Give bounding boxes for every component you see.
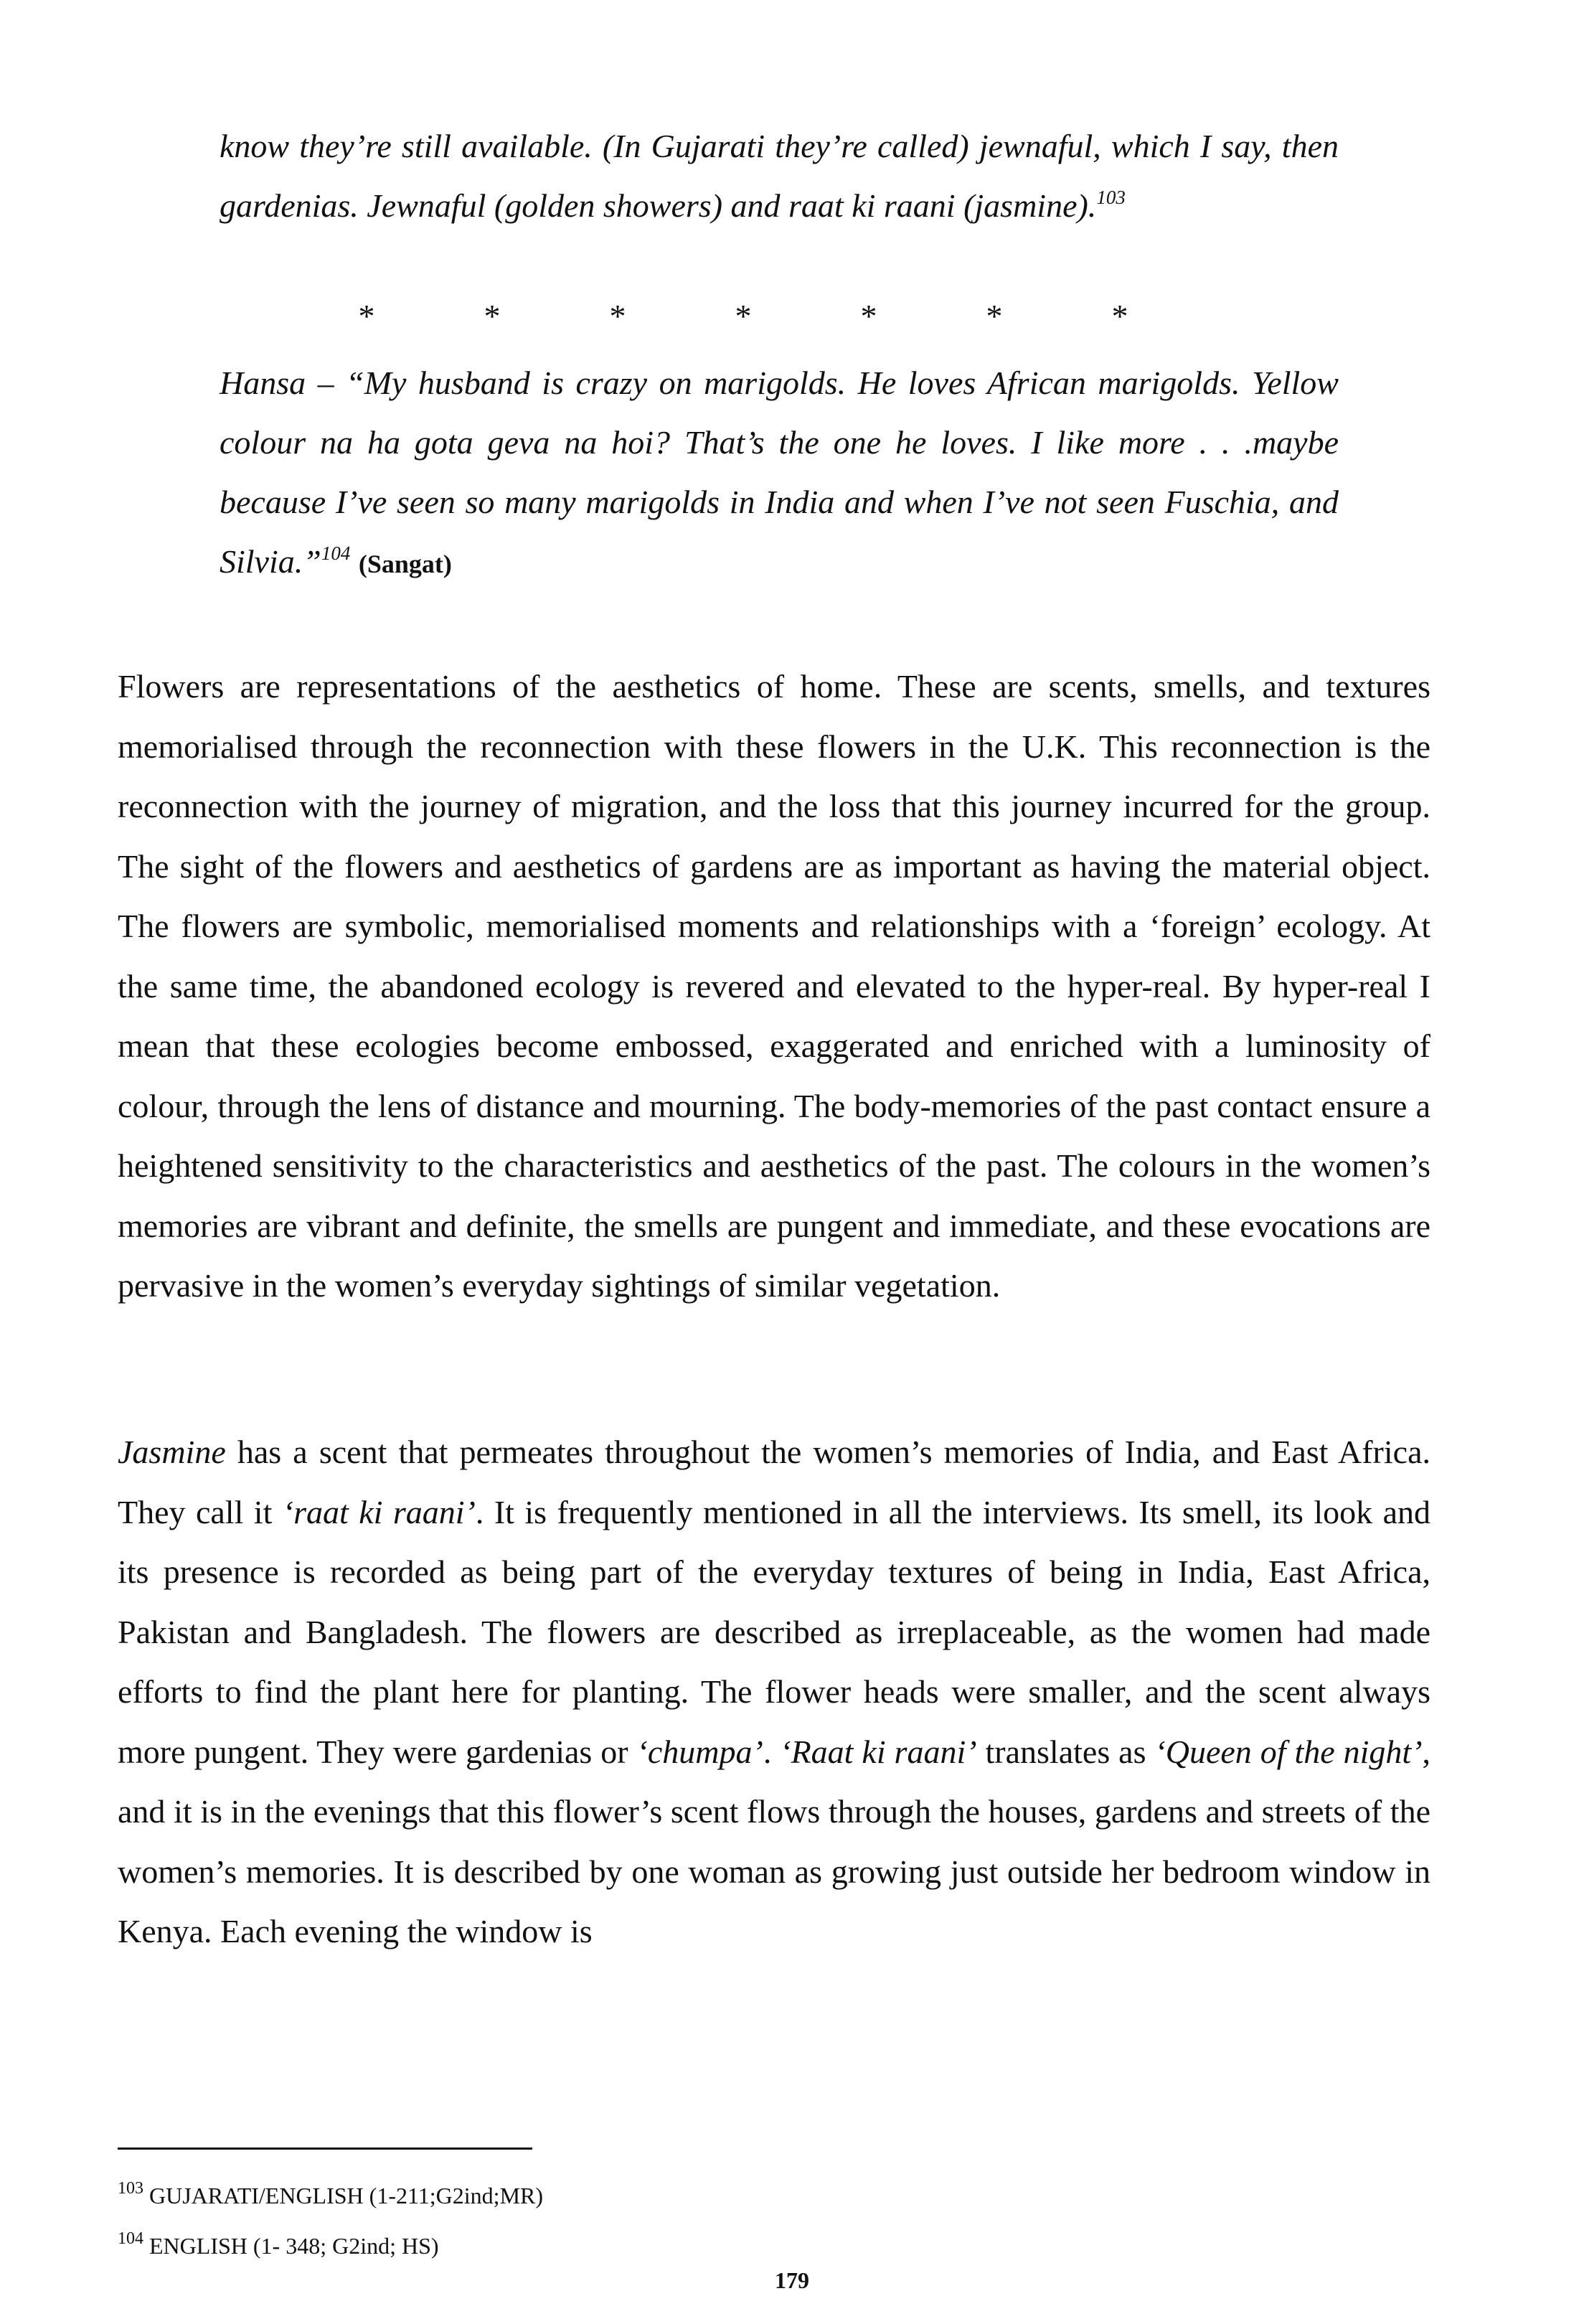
quote-attribution: (Sangat) [358,550,452,578]
term-chumpa: ‘chumpa’ [636,1733,763,1770]
paragraph-2-text: , and it is in the evenings that this flower’s scent flows through the houses, gardens and streets of the women’s memories. It is described by one woman as growing just outside her bedroom window in Kenya. Each evening the window is [118,1733,1431,1949]
term-raat-ki-raani: ‘raat ki raani’ [282,1493,476,1530]
separator-star: * [609,298,626,334]
paragraph-2-text: translates as [976,1733,1155,1770]
footnote-divider [118,2147,532,2150]
quote-1-text: know they’re still available. (In Gujarati they’re called) jewnaful, which I say, then gardenias. Jewnaful (golden showers) and raat ki raani (jasmine). [220,128,1339,224]
term-queen-of-the-night: ‘Queen of the night’ [1154,1733,1423,1770]
paragraph-2-text: . [763,1733,781,1770]
footnote-ref-103[interactable]: 103 [1096,187,1126,208]
term-jasmine: Jasmine [118,1434,226,1470]
separator-star: * [986,298,1003,334]
separator-star: * [358,298,375,334]
section-separator [356,297,1131,340]
body-paragraph-1 [118,657,1430,1316]
separator-star: * [860,298,877,334]
paragraph-2-text: has a scent that permeates throughout the women’s memories of India, and East Africa. They call it [118,1434,1430,1530]
footnote-number: 104 [118,2229,143,2248]
separator-star: * [735,298,752,334]
body-paragraph-2 [118,1422,1430,1962]
quote-2-text: Hansa – “My husband is crazy on marigolds. He loves African marigolds. Yellow colour na ha gota geva na hoi? That’s the one he loves. I like more . . .maybe because I’ve seen so many marigolds in India and when I’ve not seen Fuschia, and Silvia.” [220,364,1339,580]
footnote-number: 103 [118,2179,143,2198]
paragraph-2-text: . It is frequently mentioned in all the interviews. Its smell, its look and its presence is recorded as being part of the everyday textures of being in India, East Africa, Pakistan and Bangladesh. The flowers are described as irreplaceable, as the women had made efforts to find the plant here for planting. The flower heads were smaller, and the scent always more pungent. They were gardenias or [118,1493,1430,1770]
footnote-103 [118,2181,543,2210]
footnote-104 [118,2231,439,2260]
interview-quote-1 [220,116,1339,235]
page-number: 179 [775,2267,809,2293]
footnote-text: ENGLISH (1- 348; G2ind; HS) [149,2233,439,2259]
separator-star: * [1111,298,1128,334]
footnote-ref-104[interactable]: 104 [321,542,351,564]
separator-star: * [484,298,501,334]
paragraph-1-text: Flowers are representations of the aesthetics of home. These are scents, smells, and textures memorialised through the reconnection with these flowers in the U.K. This reconnection is the reconnection with the journey of migration, and the loss that this journey incurred for the group. The sight of the flowers and aesthetics of gardens are as important as having the material object. The flowers are symbolic, memorialised moments and relationships with a ‘foreign’ ecology. At the same time, the abandoned ecology is revered and elevated to the hyper-real. By hyper-real I mean that these ecologies become embossed, exaggerated and enriched with a luminosity of colour, through the lens of distance and mourning. The body-memories of the past contact ensure a heightened sensitivity to the characteristics and aesthetics of the past. The colours in the women’s memories are vibrant and definite, the smells are pungent and immediate, and these evocations are pervasive in the women’s everyday sightings of similar vegetation. [118,668,1430,1304]
interview-quote-2 [220,353,1339,594]
term-raat-ki-raani: ‘Raat ki raani’ [780,1733,977,1770]
footnote-text: GUJARATI/ENGLISH (1-211;G2ind;MR) [149,2183,544,2208]
